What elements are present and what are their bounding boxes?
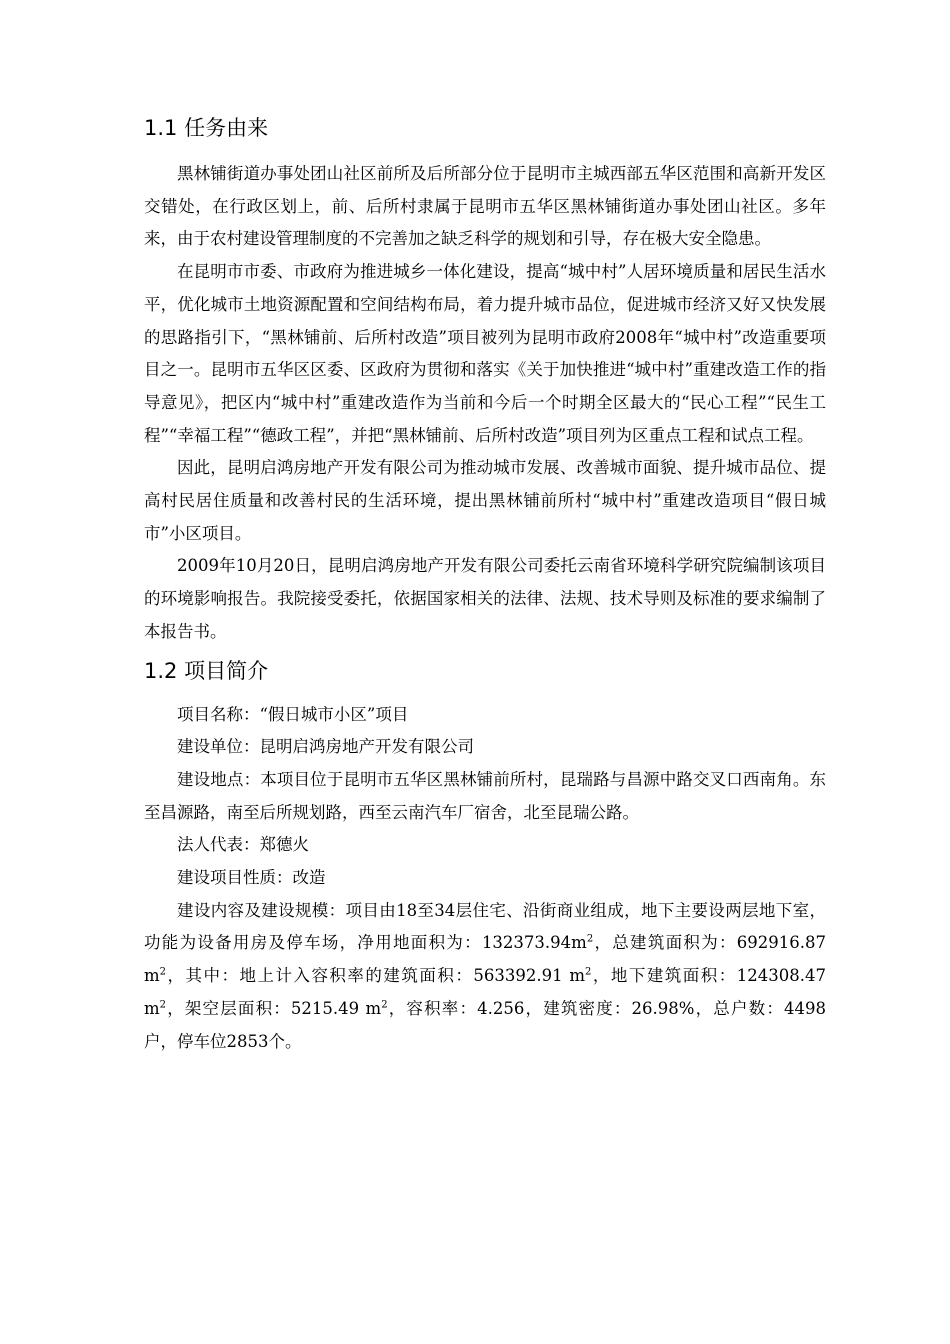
superscript-2: 2 xyxy=(159,966,167,978)
superscript-2: 2 xyxy=(159,999,167,1011)
paragraph-project-nature: 建设项目性质：改造 xyxy=(177,868,326,888)
paragraph-developer: 建设单位：昆明启鸿房地产开发有限公司 xyxy=(177,737,474,757)
paragraph-legal-representative: 法人代表：郑德火 xyxy=(177,835,309,855)
paragraph-project-name: 项目名称：“假日城市小区”项目 xyxy=(177,704,409,724)
superscript-2: 2 xyxy=(381,999,388,1011)
document-page xyxy=(144,112,826,1058)
superscript-2: 2 xyxy=(584,966,592,978)
paragraph-construction-scale xyxy=(144,895,826,1059)
section-heading-task-origin: 1.1 任务由来 xyxy=(144,116,269,140)
paragraph-project-proposal: 因此，昆明启鸿房地产开发有限公司为推动城市发展、改善城市面貌、提升城市品位、提高村民居住质量和改善村民的生活环境，提出黑林铺前所村“城中村”重建改造项目“假日城市”小区项目。 xyxy=(144,458,826,543)
section-heading-project-overview: 1.2 项目简介 xyxy=(144,658,269,683)
scale-text-6: ，容积率：4.256，建筑密度：26.98%，总户数：4498户，停车位2853个。 xyxy=(144,998,826,1051)
paragraph-commission: 2009年10月20日，昆明启鸿房地产开发有限公司委托云南省环境科学研究院编制该项目的环境影响报告。我院接受委托，依据国家相关的法律、法规、技术导则及标准的要求编制了本报告书。 xyxy=(144,556,826,641)
superscript-2: 2 xyxy=(586,933,594,945)
paragraph-policy-background: 在昆明市市委、市政府为推进城乡一体化建设，提高“城中村”人居环境质量和居民生活水平，优化城市土地资源配置和空间结构布局，着力提升城市品位，促进城市经济又好又快发展的思路指引下，“黑林铺前、后所村改造”项目被列为昆明市政府2008年“城中村”改造重要项目之一。昆明市五华区区委、区政府为贯彻和落实《关于加快推进“城中村”重建改造工作的指导意见》，把区内“城中村”重建改造作为当前和今后一个时期全区最大的“民心工程”“民生工程”“幸福工程”“德政工程”，并把“黑林铺前、后所村改造”项目列为区重点工程和试点工程。 xyxy=(144,262,826,445)
scale-text-1: 建设内容及建设规模：项目由18至34层住宅、沿街商业组成，地下主要设两层地下室，功能为设备用房及停车场，净用地面积为：132373.94m xyxy=(144,900,826,953)
scale-text-2: ，总建筑面积为：692916.87 m xyxy=(144,933,826,986)
paragraph-site-location: 建设地点：本项目位于昆明市五华区黑林铺前所村，昆瑞路与昌源中路交叉口西南角。东至昌源路，南至后所规划路，西至云南汽车厂宿舍，北至昆瑞公路。 xyxy=(144,769,826,822)
scale-text-4: ，地下建筑面积：124308.47 m xyxy=(144,966,827,1018)
paragraph-location-background: 黑林铺街道办事处团山社区前所及后所部分位于昆明市主城西部五华区范围和高新开发区交错处，在行政区划上，前、后所村隶属于昆明市五华区黑林铺街道办事处团山社区。多年来，由于农村建设管理制度的不完善加之缺乏科学的规划和引导，存在极大安全隐患。 xyxy=(144,164,826,249)
scale-text-5: ，架空层面积：5215.49 m xyxy=(166,998,382,1018)
scale-text-3: ，其中：地上计入容积率的建筑面积：563392.91 m xyxy=(166,966,585,986)
